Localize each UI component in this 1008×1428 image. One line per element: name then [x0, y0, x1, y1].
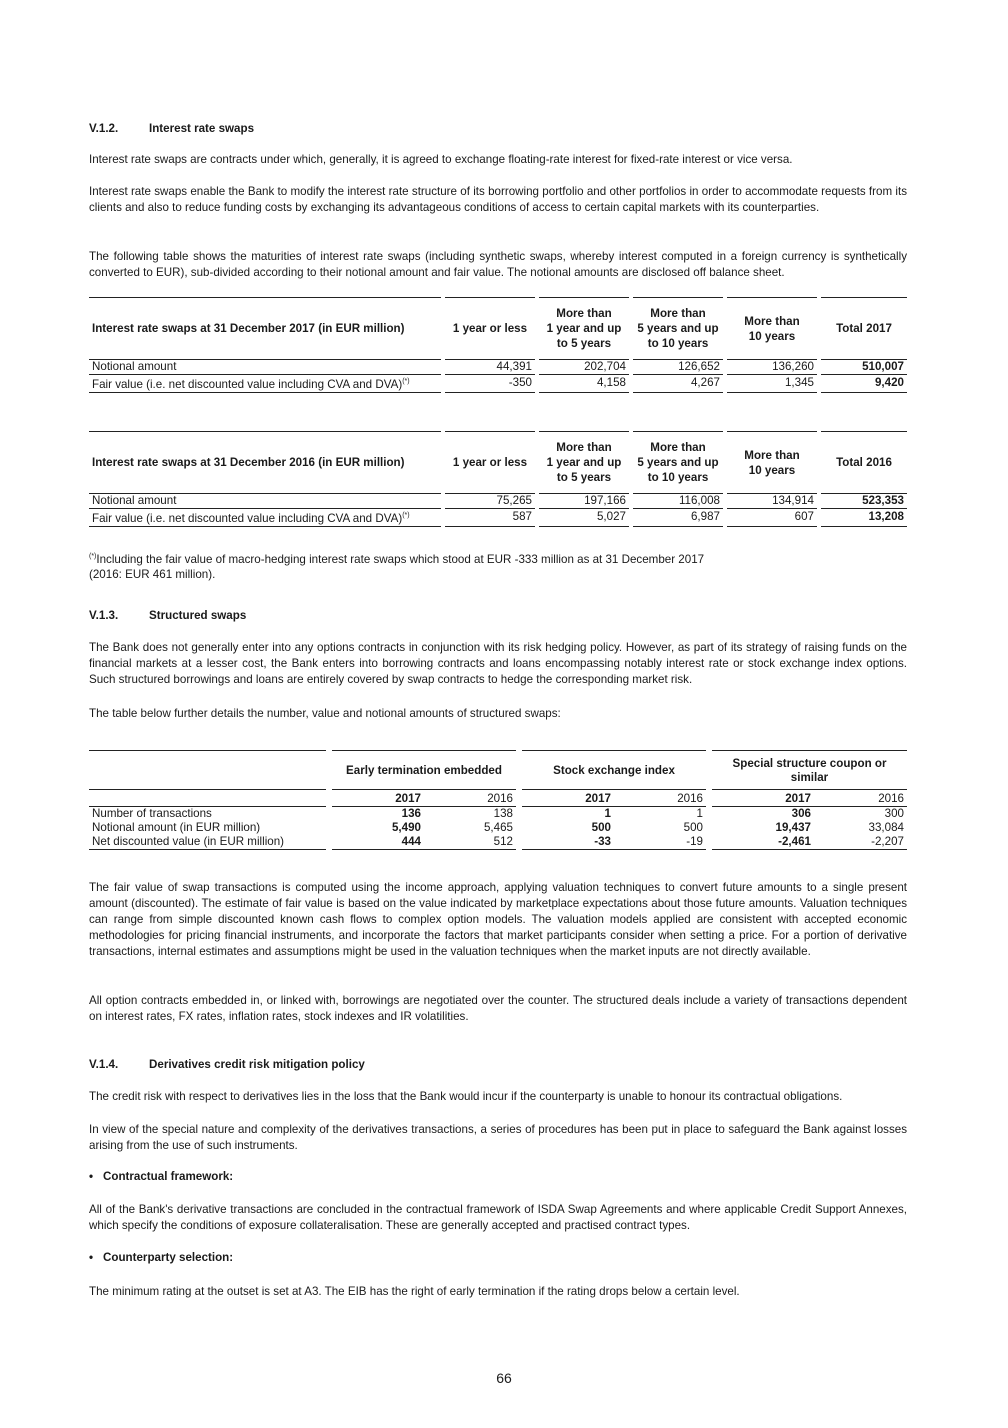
- year-header-row: [89, 790, 907, 807]
- year-header: 2016: [614, 790, 706, 807]
- col-header-line: to 10 years: [647, 471, 709, 484]
- bullet-text: Counterparty selection:: [103, 1251, 234, 1264]
- cell: 116,008: [633, 494, 723, 509]
- irs-paragraph-2: Interest rate swaps enable the Bank to modify the interest rate structure of its borrowing portfolio and other portfolios in order to accommodate requests from its clients and also to reduce funding costs by exchanging its advantageous conditions of access to certain capital markets with its counterparties.: [89, 185, 907, 214]
- table-title: Interest rate swaps at 31 December 2017 (in EUR million): [89, 298, 441, 360]
- cell: 197,166: [539, 494, 629, 509]
- cell-total: 510,007: [821, 360, 907, 375]
- cell: 607: [727, 509, 817, 527]
- cell: 512: [424, 835, 516, 850]
- col-header: [727, 432, 817, 494]
- cell: 202,704: [539, 360, 629, 375]
- table-header-row: [89, 432, 907, 494]
- row-label: Net discounted value (in EUR million): [89, 835, 326, 850]
- section-title: Interest rate swaps: [149, 122, 255, 135]
- col-header-line: 1 year and up: [546, 456, 622, 469]
- cell: 44,391: [445, 360, 535, 375]
- col-header-line: Total 2017: [836, 322, 892, 335]
- section-number: V.1.4.: [89, 1058, 119, 1071]
- credit-paragraph-4: The minimum rating at the outset is set at A3. The EIB has the right of early termination if the rating drops below a certain level.: [89, 1285, 740, 1298]
- cell: 136,260: [727, 360, 817, 375]
- cell-total: 9,420: [821, 375, 907, 393]
- irs-paragraph-1: Interest rate swaps are contracts under which, generally, it is agreed to exchange floating-rate interest for fixed-rate interest or vice versa.: [89, 153, 793, 166]
- col-header-line: 1 year or less: [452, 456, 528, 469]
- structured-paragraph-1: The Bank does not generally enter into any options contracts in conjunction with its risk hedging policy. However, as part of its strategy of raising funds on the financial markets at a lesser cost, the Bank enters into borrowing contracts and loans encompassing notably interest rate or stock exchange index options. Such structured borrowings and loans are entirely covered by swap contracts to hedge the corresponding market risk.: [89, 641, 907, 686]
- cell: 1,345: [727, 375, 817, 393]
- row-label: Notional amount (in EUR million): [92, 821, 261, 834]
- cell: 500: [683, 821, 703, 834]
- section-heading-structured: [89, 609, 907, 622]
- row-label-text: Fair value (i.e. net discounted value including CVA and DVA): [92, 511, 403, 525]
- cell: -19: [614, 835, 706, 850]
- section-title: Structured swaps: [149, 609, 247, 622]
- bullet-text: Contractual framework:: [103, 1170, 234, 1183]
- col-header: [539, 432, 629, 494]
- cell: 1: [696, 807, 703, 820]
- credit-paragraph-3: All of the Bank's derivative transactions are concluded in the contractual framework of ISDA Swap Agreements and where applicable Credit Support Annexes, which specify the conditions of exposure collateralisation. These are generally accepted and practised contract types.: [89, 1203, 907, 1232]
- cell: 587: [445, 509, 535, 527]
- col-header-line: More than: [556, 441, 612, 454]
- table-row: [89, 375, 907, 393]
- row-label: Notional amount: [89, 360, 441, 375]
- cell: 134,914: [727, 494, 817, 509]
- col-header-line: 10 years: [748, 329, 796, 343]
- col-header: [821, 298, 907, 360]
- col-header: [727, 298, 817, 360]
- structured-paragraph-4: All option contracts embedded in, or linked with, borrowings are negotiated over the counter. The structured deals include a variety of transactions dependent on interest rates, FX rates, inflation rates, stock indexes and IR volatilities.: [89, 994, 907, 1023]
- group-header: [712, 751, 907, 790]
- section-number: V.1.2.: [89, 122, 119, 135]
- row-label: Notional amount: [89, 494, 441, 509]
- cell: -2,207: [814, 835, 907, 850]
- cell-total: 523,353: [821, 494, 907, 509]
- col-header-line: More than: [744, 448, 800, 462]
- cell: 500: [591, 821, 611, 834]
- col-header-line: More than: [650, 441, 706, 454]
- cell: 136: [401, 807, 421, 820]
- year-header: 2017: [332, 790, 424, 807]
- col-header: [633, 298, 723, 360]
- structured-swaps-table: [89, 750, 907, 850]
- bullet-counterparty-selection: [89, 1251, 907, 1264]
- section-heading-credit: [89, 1058, 907, 1071]
- col-header: [633, 432, 723, 494]
- cell: -2,461: [712, 835, 814, 850]
- row-label-text: Fair value (i.e. net discounted value including CVA and DVA): [92, 377, 403, 391]
- cell: 19,437: [775, 821, 811, 834]
- cell: 126,652: [633, 360, 723, 375]
- bullet-contractual-framework: [89, 1170, 907, 1183]
- year-header: 2016: [424, 790, 516, 807]
- col-header-line: More than: [744, 314, 800, 328]
- section-heading-irs: [89, 122, 907, 135]
- footnote-mark: (*): [402, 512, 410, 519]
- table-row: [89, 509, 907, 527]
- group-header-text: Special structure coupon or similar: [732, 757, 887, 784]
- cell: -33: [522, 835, 614, 850]
- cell: 138: [493, 807, 513, 820]
- cell: 6,987: [633, 509, 723, 527]
- cell: -350: [445, 375, 535, 393]
- col-header-line: 1 year or less: [452, 322, 528, 335]
- year-header: 2016: [814, 790, 907, 807]
- col-header-line: More than: [650, 307, 706, 320]
- cell: 444: [332, 835, 424, 850]
- cell: 300: [884, 807, 904, 820]
- col-header-line: to 10 years: [647, 337, 709, 350]
- cell: 4,267: [633, 375, 723, 393]
- bullet-dot: •: [89, 1251, 94, 1264]
- col-header-line: Total 2016: [836, 456, 892, 469]
- col-header-line: 5 years and up: [637, 456, 719, 469]
- section-number: V.1.3.: [89, 609, 119, 622]
- row-label: [89, 509, 441, 527]
- cell: 5,027: [539, 509, 629, 527]
- bullet-dot: •: [89, 1170, 94, 1183]
- credit-paragraph-1: The credit risk with respect to derivatives lies in the loss that the Bank would incur if the counterparty is unable to honour its contractual obligations.: [89, 1090, 843, 1103]
- cell: 5,465: [483, 821, 513, 834]
- col-header-line: More than: [556, 307, 612, 320]
- table-row: [89, 821, 907, 835]
- row-label: Number of transactions: [92, 807, 212, 820]
- footnote-line-2: (2016: EUR 461 million).: [89, 567, 216, 581]
- cell-total: 13,208: [821, 509, 907, 527]
- col-header-line: to 5 years: [556, 471, 612, 484]
- structured-paragraph-2: The table below further details the number, value and notional amounts of structured swaps:: [89, 707, 561, 720]
- col-header: [821, 432, 907, 494]
- table-row: [89, 835, 907, 850]
- col-header-line: 5 years and up: [637, 322, 719, 335]
- cell: 4,158: [539, 375, 629, 393]
- group-header-row: [89, 751, 907, 790]
- year-header: 2017: [522, 790, 614, 807]
- table-header-row: [89, 298, 907, 360]
- col-header: [539, 298, 629, 360]
- year-header: 2017: [712, 790, 814, 807]
- table-row: [89, 807, 907, 822]
- section-title: Derivatives credit risk mitigation policy: [149, 1058, 365, 1071]
- cell: 75,265: [445, 494, 535, 509]
- credit-paragraph-2: In view of the special nature and complexity of the derivatives transactions, a series of procedures has been put in place to safeguard the Bank against losses arising from the use of such instruments.: [89, 1123, 907, 1152]
- cell: 5,490: [391, 821, 421, 834]
- irs-table-2016: [89, 431, 907, 527]
- table-row: [89, 360, 907, 375]
- structured-paragraph-3: The fair value of swap transactions is computed using the income approach, applying valuation techniques to convert future amounts to a single present amount (discounted). The estimate of fair value is based on the value indicated by marketplace expectations about those future amounts. Valuation techniques can range from simple discounted known cash flows to complex option models. The valuation models applied are consistent with accepted economic methodologies for pricing financial instruments, and incorporate the factors that market participants consider when setting a price. For a portion of derivative transactions, internal estimates and assumptions might be used in the valuation techniques when the market inputs are not directly available.: [89, 881, 907, 958]
- col-header: [445, 298, 535, 360]
- table-title: Interest rate swaps at 31 December 2016 (in EUR million): [89, 432, 441, 494]
- cell: 1: [604, 807, 611, 820]
- footnote-mark: (*): [402, 378, 410, 385]
- col-header-line: 10 years: [748, 463, 796, 477]
- footnote-line-1: Including the fair value of macro-hedging interest rate swaps which stood at EUR -333 million as at 31 December 2017: [96, 552, 705, 566]
- cell: 306: [791, 807, 811, 820]
- col-header: [445, 432, 535, 494]
- table-row: [89, 494, 907, 509]
- irs-table-2017: [89, 297, 907, 393]
- footnote-mark: (*): [89, 553, 97, 560]
- group-header: Early termination embedded: [332, 751, 516, 790]
- row-label: [89, 375, 441, 393]
- irs-paragraph-3: The following table shows the maturities of interest rate swaps (including synthetic swaps, whereby interest computed in a foreign currency is synthetically converted to EUR), sub-divided according to their notional amount and fair value. The notional amounts are disclosed off balance sheet.: [89, 250, 907, 279]
- cell: 33,084: [868, 821, 904, 834]
- table-footnote: [89, 549, 907, 582]
- col-header-line: 1 year and up: [546, 322, 622, 335]
- col-header-line: to 5 years: [556, 337, 612, 350]
- page-number: 66: [496, 1370, 512, 1386]
- group-header: Stock exchange index: [522, 751, 706, 790]
